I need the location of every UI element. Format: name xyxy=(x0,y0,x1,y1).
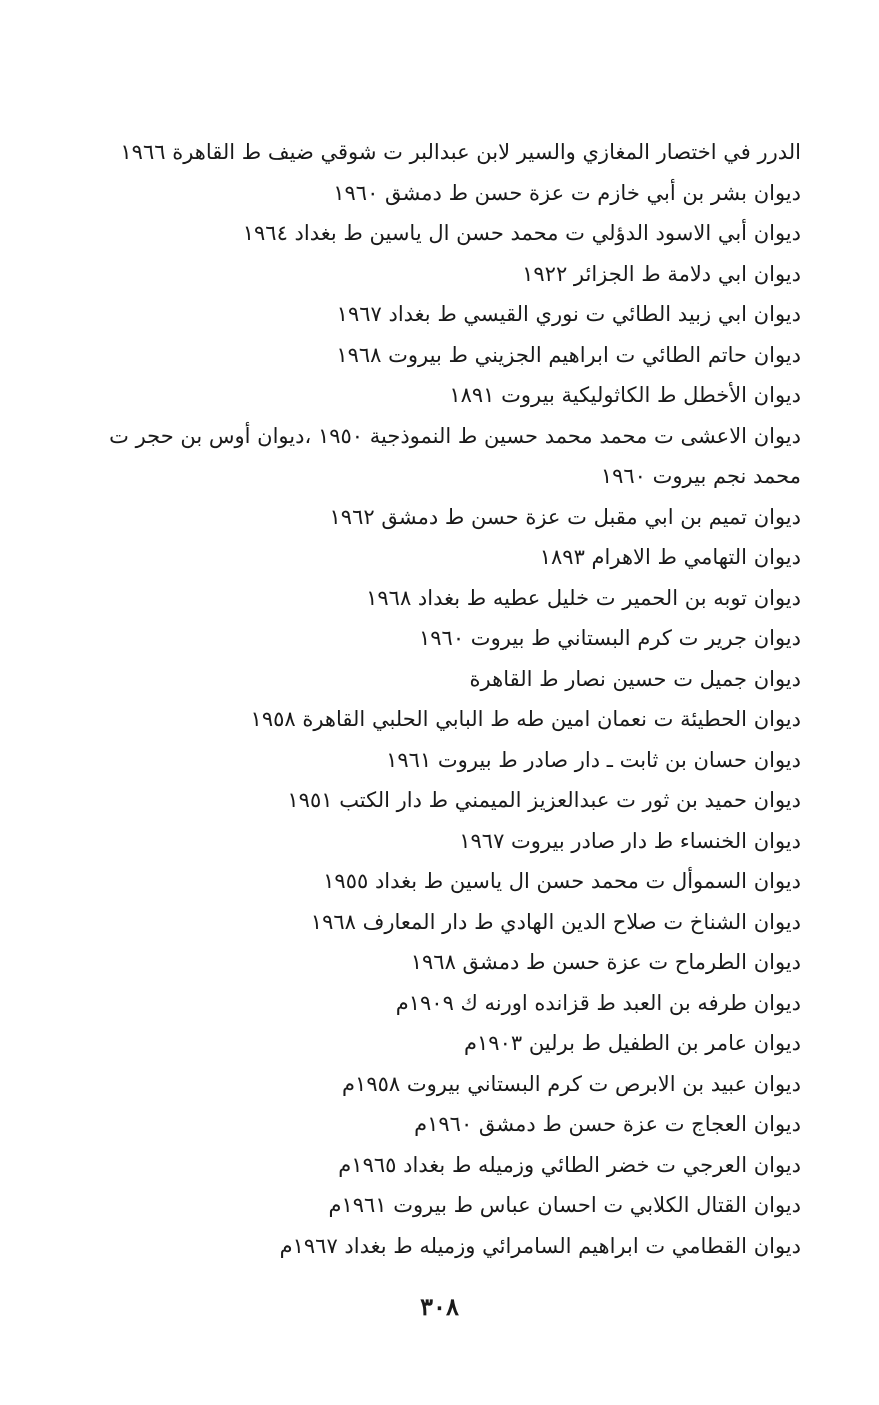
bibliography-entry: ديوان الحطيئة ت نعمان امين طه ط البابي الحلبي القاهرة ١٩٥٨ xyxy=(250,707,801,731)
bibliography-entry: ديوان حميد بن ثور ت عبدالعزيز الميمني ط دار الكتب ١٩٥١ xyxy=(287,788,801,812)
page-number: ٣٠٨ xyxy=(420,1292,459,1321)
bibliography-entry: ديوان توبه بن الحمير ت خليل عطيه ط بغداد ١٩٦٨ xyxy=(366,585,801,610)
bibliography-entry: ديوان تميم بن ابي مقبل ت عزة حسن ط دمشق ١٩٦٢ xyxy=(329,504,801,529)
bibliography-entry: ديوان أبي الاسود الدؤلي ت محمد حسن ال ياسين ط بغداد ١٩٦٤ xyxy=(242,221,801,245)
bibliography-entry: ديوان الأخطل ط الكاثوليكية بيروت ١٨٩١ xyxy=(449,383,801,407)
bibliography-entry: ديوان العجاج ت عزة حسن ط دمشق ١٩٦٠م xyxy=(414,1112,801,1136)
bibliography-entry: ديوان القتال الكلابي ت احسان عباس ط بيروت ١٩٦١م xyxy=(328,1193,801,1217)
bibliography-entry: ديوان بشر بن أبي خازم ت عزة حسن ط دمشق ١٩٦٠ xyxy=(333,180,801,205)
bibliography-entry: ديوان حاتم الطائي ت ابراهيم الجزيني ط بيروت ١٩٦٨ xyxy=(336,342,801,367)
bibliography-list xyxy=(71,132,801,1266)
bibliography-entry: ديوان الشناخ ت صلاح الدين الهادي ط دار المعارف ١٩٦٨ xyxy=(310,909,801,934)
bibliography-entry: ديوان عامر بن الطفيل ط برلين ١٩٠٣م xyxy=(464,1031,801,1055)
bibliography-entry: ديوان التهامي ط الاهرام ١٨٩٣ xyxy=(539,545,801,569)
bibliography-entry: ديوان عبيد بن الابرص ت كرم البستاني بيروت ١٩٥٨م xyxy=(342,1071,801,1096)
bibliography-entry: ديوان العرجي ت خضر الطائي وزميله ط بغداد ١٩٦٥م xyxy=(338,1152,801,1177)
bibliography-entry: ديوان ابي زبيد الطائي ت نوري القيسي ط بغداد ١٩٦٧ xyxy=(336,302,801,326)
bibliography-entry: ديوان الاعشى ت محمد محمد حسين ط النموذجية ١٩٥٠ ،ديوان أوس بن حجر ت محمد نجم بيروت ١٩٦٠ xyxy=(109,423,801,488)
bibliography-entry: ديوان الطرماح ت عزة حسن ط دمشق ١٩٦٨ xyxy=(410,950,801,974)
bibliography-entry: ديوان الخنساء ط دار صادر بيروت ١٩٦٧ xyxy=(459,828,801,853)
bibliography-entry: الدرر في اختصار المغازي والسير لابن عبدالبر ت شوقي ضيف ط القاهرة ١٩٦٦ xyxy=(120,140,801,164)
bibliography-entry: ديوان القطامي ت ابراهيم السامرائي وزميله ط بغداد ١٩٦٧م xyxy=(279,1233,801,1258)
bibliography-entry: ديوان جميل ت حسين نصار ط القاهرة xyxy=(469,666,801,691)
bibliography-entry: ديوان ابي دلامة ط الجزائر ١٩٢٢ xyxy=(522,261,801,286)
bibliography-entry: ديوان جرير ت كرم البستاني ط بيروت ١٩٦٠ xyxy=(419,626,801,650)
bibliography-entry: ديوان حسان بن ثابت ـ دار صادر ط بيروت ١٩٦١ xyxy=(386,747,801,772)
bibliography-entry: ديوان طرفه بن العبد ط قزانده اورنه ك ١٩٠٩م xyxy=(395,990,801,1015)
bibliography-entry: ديوان السموأل ت محمد حسن ال ياسين ط بغداد ١٩٥٥ xyxy=(323,869,801,893)
